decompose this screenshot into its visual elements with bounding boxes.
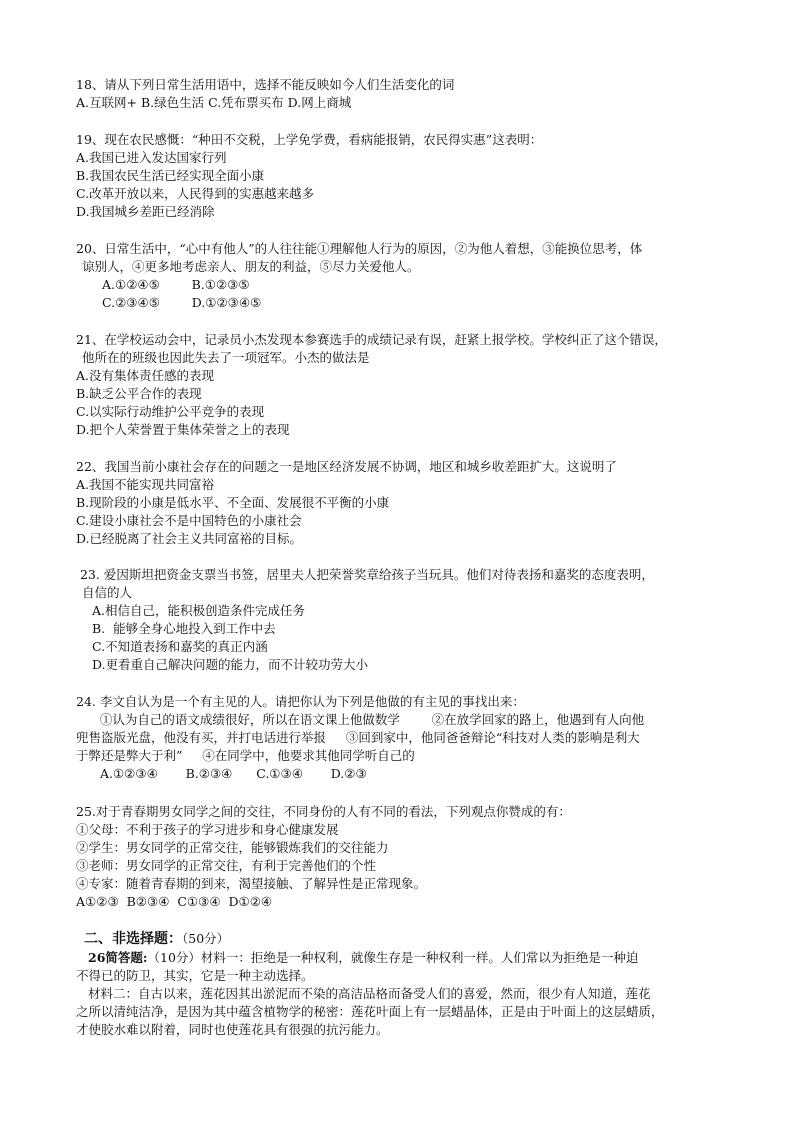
question-23 [76, 566, 726, 674]
material-2-cont: 才使胶水难以附着，同时也使莲花具有很强的抗污能力。 [76, 1022, 389, 1037]
question-stem-cont: 自信的人 [82, 585, 133, 600]
option-c: C.建设小康社会不是中国特色的小康社会 [76, 513, 302, 528]
question-stem: 24. 李文自认为是一个有主见的人。请把你认为下列是他做的有主见的事找出来： [76, 694, 525, 709]
option-b: B.现阶段的小康是低水平、不全面、发展很不平衡的小康 [76, 495, 390, 510]
option-b: B.缺乏公平合作的表现 [76, 386, 202, 401]
question-21 [76, 331, 726, 439]
option-b: B. 能够全身心地投入到工作中去 [92, 621, 276, 636]
view-teachers: ③老师：男女同学的正常交往，有利于完善他们的个性 [76, 858, 377, 873]
question-stem-cont: 于弊还是弊大于利” ④在同学中，他要求其他同学听自己的 [76, 748, 415, 763]
section-points: （50分） [182, 931, 230, 946]
question-18 [76, 76, 726, 112]
material-1-text: （10分）材料一：拒绝是一种权利，就像生存是一种权利一样。人们常以为拒绝是一种迫 [147, 950, 639, 965]
question-options: A.互联网+ B.绿色生活 C.凭布票买布 D.网上商城 [76, 95, 352, 110]
question-stem-cont: ①认为自己的语文成绩很好，所以在语文课上他做数学 ②在放学回家的路上，他遇到有人向他 [76, 712, 645, 727]
view-experts: ④专家：随着青春期的到来，渴望接触、了解异性是正常现象。 [76, 876, 427, 891]
section-2-header [76, 930, 726, 948]
material-1-cont: 不得已的防卫，其实，它是一种主动选择。 [76, 968, 314, 983]
question-stem: 18、请从下列日常生活用语中，选择不能反映如今人们生活变化的词 [76, 77, 455, 92]
question-stem: 25.对于青春期男女同学之间的交往，不同身份的人有不同的看法，下列观点你赞成的有： [76, 804, 571, 819]
question-stem: 19、现在农民感慨：“种田不交税，上学免学费，看病能报销，农民得实惠”这表明： [76, 132, 543, 147]
material-2-cont: 之所以清纯洁净，是因为其中蕴含植物学的秘密：莲花叶面上有一层蜡晶体，正是由于叶面上的这层蜡质， [76, 1004, 664, 1019]
question-options: A①②③ B②③④ C①③④ D①②④ [76, 894, 273, 909]
question-options-row1: A.①②④⑤ B.①②③⑤ [102, 277, 250, 292]
question-stem-cont: 兜售盗版光盘，他没有买，并打电话进行举报 ③回到家中，他同爸爸辩论“科技对人类的影响是利大 [76, 730, 640, 745]
view-parents: ①父母：不利于孩子的学习进步和身心健康发展 [76, 822, 339, 837]
option-a: A.我国不能实现共同富裕 [76, 477, 215, 492]
option-d: D.我国城乡差距已经消除 [76, 204, 215, 219]
question-options-row2: C.②③④⑤ D.①②③④⑤ [102, 295, 262, 310]
option-c: C.以实际行动维护公平竞争的表现 [76, 404, 265, 419]
question-label: 26简答题: [88, 950, 148, 965]
question-stem: 22、我国当前小康社会存在的问题之一是地区经济发展不协调，地区和城乡收差距扩大。这说明了 [76, 459, 617, 474]
question-26 [76, 949, 726, 1039]
question-stem: 20、日常生活中，“心中有他人”的人往往能①理解他人行为的原因，②为他人着想，③能换位思考，体 [76, 241, 643, 256]
question-25 [76, 803, 726, 911]
question-stem-cont: 他所在的班级也因此失去了一项冠军。小杰的做法是 [82, 350, 370, 365]
material-2-text: 材料二：自古以来，莲花因其出淤泥而不染的高洁品格而备受人们的喜爱，然而，很少有人知道，莲花 [88, 986, 651, 1001]
option-c: C.改革开放以来，人民得到的实惠越来越多 [76, 186, 315, 201]
option-a: A.相信自己，能积极创造条件完成任务 [92, 603, 306, 618]
view-students: ②学生：男女同学的正常交往，能够锻炼我们的交往能力 [76, 840, 389, 855]
question-22 [76, 458, 726, 548]
question-20 [76, 240, 726, 312]
question-stem-cont: 谅别人，④更多地考虑亲人、朋友的利益，⑤尽力关爱他人。 [82, 259, 420, 274]
option-c: C.不知道表扬和嘉奖的真正内涵 [92, 639, 268, 654]
question-19 [76, 131, 726, 221]
question-stem: 23. 爱因斯坦把资金支票当书签，居里夫人把荣誉奖章给孩子当玩具。他们对待表扬和嘉奖的态度表明， [76, 567, 654, 582]
option-d: D.已经脱离了社会主义共同富裕的目标。 [76, 531, 303, 546]
option-d: D.更看重自己解决问题的能力，而不计较功劳大小 [92, 657, 369, 672]
option-a: A.我国已进入发达国家行列 [76, 150, 227, 165]
question-stem: 21、在学校运动会中，记录员小杰发现本参赛选手的成绩记录有误，赶紧上报学校。学校纠正了这个错误， [76, 332, 667, 347]
question-24 [76, 693, 726, 783]
question-options: A.①②③④ B.②③④ C.①③④ D.②③ [92, 766, 367, 781]
option-b: B.我国农民生活已经实现全面小康 [76, 168, 265, 183]
option-d: D.把个人荣誉置于集体荣誉之上的表现 [76, 422, 290, 437]
option-a: A.没有集体责任感的表现 [76, 368, 215, 383]
section-title: 二、非选择题： [84, 931, 182, 947]
